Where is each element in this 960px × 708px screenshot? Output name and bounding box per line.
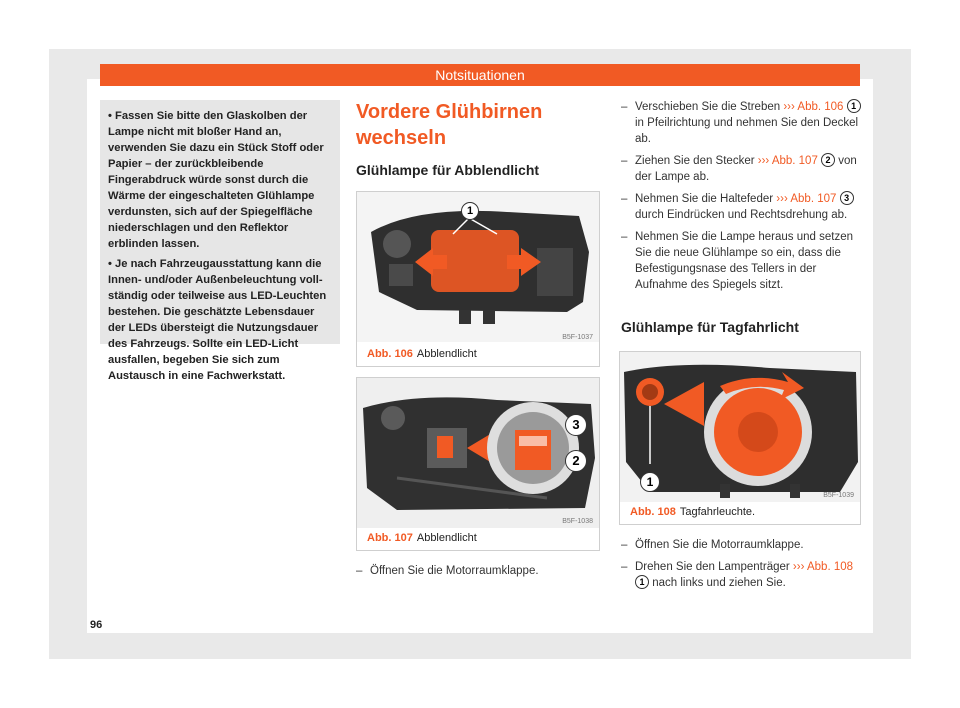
figure-caption: Abb. 108 Tagfahrleuchte. — [630, 506, 756, 518]
warning-item: • Fassen Sie bitte den Glaskolben der Lampe nicht mit bloßer Hand an, verwenden Sie dazu ein Stück Stoff oder Papier – der zurückbleibende Fingerabdruck würde sonst durch die Wärme der eingeschalteten Glühlampe verdunsten, sich auf der Spiegelfläche niederschlagen und den Reflektor erblinden lassen. — [108, 110, 324, 250]
figure-caption: Abb. 107 Abblendlicht — [367, 532, 477, 544]
figure-106 — [356, 191, 600, 367]
figure-107 — [356, 377, 600, 551]
figure-108 — [619, 351, 861, 525]
list-item: – Drehen Sie den Lampenträger ››› Abb. 108 1 nach links und ziehen Sie. — [621, 561, 854, 589]
callout-badge: 2 — [821, 153, 835, 167]
callout-badge: 3 — [840, 191, 854, 205]
list-item: – Öffnen Sie die Motorraumklappe. — [356, 565, 539, 577]
figure-caption: Abb. 106 Abblendlicht — [367, 348, 477, 360]
callout-badge: 1 — [847, 99, 861, 113]
list-item: – Ziehen Sie den Stecker ››› Abb. 107 2 von der Lampe ab. — [621, 155, 857, 183]
steps-open-hood — [356, 563, 600, 585]
section-title: Vordere Glühbirnen wechseln — [356, 101, 543, 149]
subheading-day-light: Glühlampe für Tagfahrlicht — [621, 319, 799, 335]
figure-link[interactable]: ››› Abb. 108 — [792, 561, 854, 573]
list-item: – Nehmen Sie die Haltefeder ››› Abb. 107 3 durch Eindrücken und Rechtsdrehung ab. — [621, 191, 861, 223]
callout-1: 1 — [461, 202, 479, 220]
callout-2: 2 — [565, 450, 587, 472]
chapter-header: Notsituationen — [100, 64, 860, 86]
figure-code: B5F-1038 — [562, 518, 593, 525]
headlight-photo-107 — [357, 378, 599, 528]
figure-link[interactable]: ››› Abb. 106 — [783, 101, 844, 113]
page-number: 96 — [90, 619, 103, 631]
list-item: – Nehmen Sie die Lampe heraus und setzen Sie die neue Glühlampe so ein, dass die Befestigungsnase des Tellers in der Aufnahme des Spiegels sitzt. — [621, 231, 854, 291]
steps-day-light — [621, 537, 861, 597]
figure-code: B5F-1037 — [562, 334, 593, 341]
warning-box — [100, 100, 340, 382]
callout-badge: 1 — [635, 575, 649, 589]
callout-3: 3 — [565, 414, 587, 436]
warning-item: • Je nach Fahrzeugausstattung kann die Innen- und/oder Außenbeleuchtung vollständig oder teilweise aus LED-Leuchten bestehen. Die geschätzte Lebensdauer der LEDs übersteigt die Nutzungsdauer des Fahrzeugs. Sollte ein LED-Licht ausfallen, begeben Sie sich zum Austausch in eine Fachwerkstatt. — [108, 258, 327, 382]
list-item: – Öffnen Sie die Motorraumklappe. — [621, 539, 804, 551]
subheading-low-beam: Glühlampe für Abblendlicht — [356, 162, 540, 178]
figure-link[interactable]: ››› Abb. 107 — [757, 155, 818, 167]
figure-code: B5F-1039 — [823, 492, 854, 499]
callout-1: 1 — [640, 472, 660, 492]
list-item: – Verschieben Sie die Streben ››› Abb. 106 1 in Pfeilrichtung und nehmen Sie den Deckel ab. — [621, 99, 861, 147]
figure-link[interactable]: ››› Abb. 107 — [776, 193, 837, 205]
steps-low-beam — [621, 99, 861, 299]
